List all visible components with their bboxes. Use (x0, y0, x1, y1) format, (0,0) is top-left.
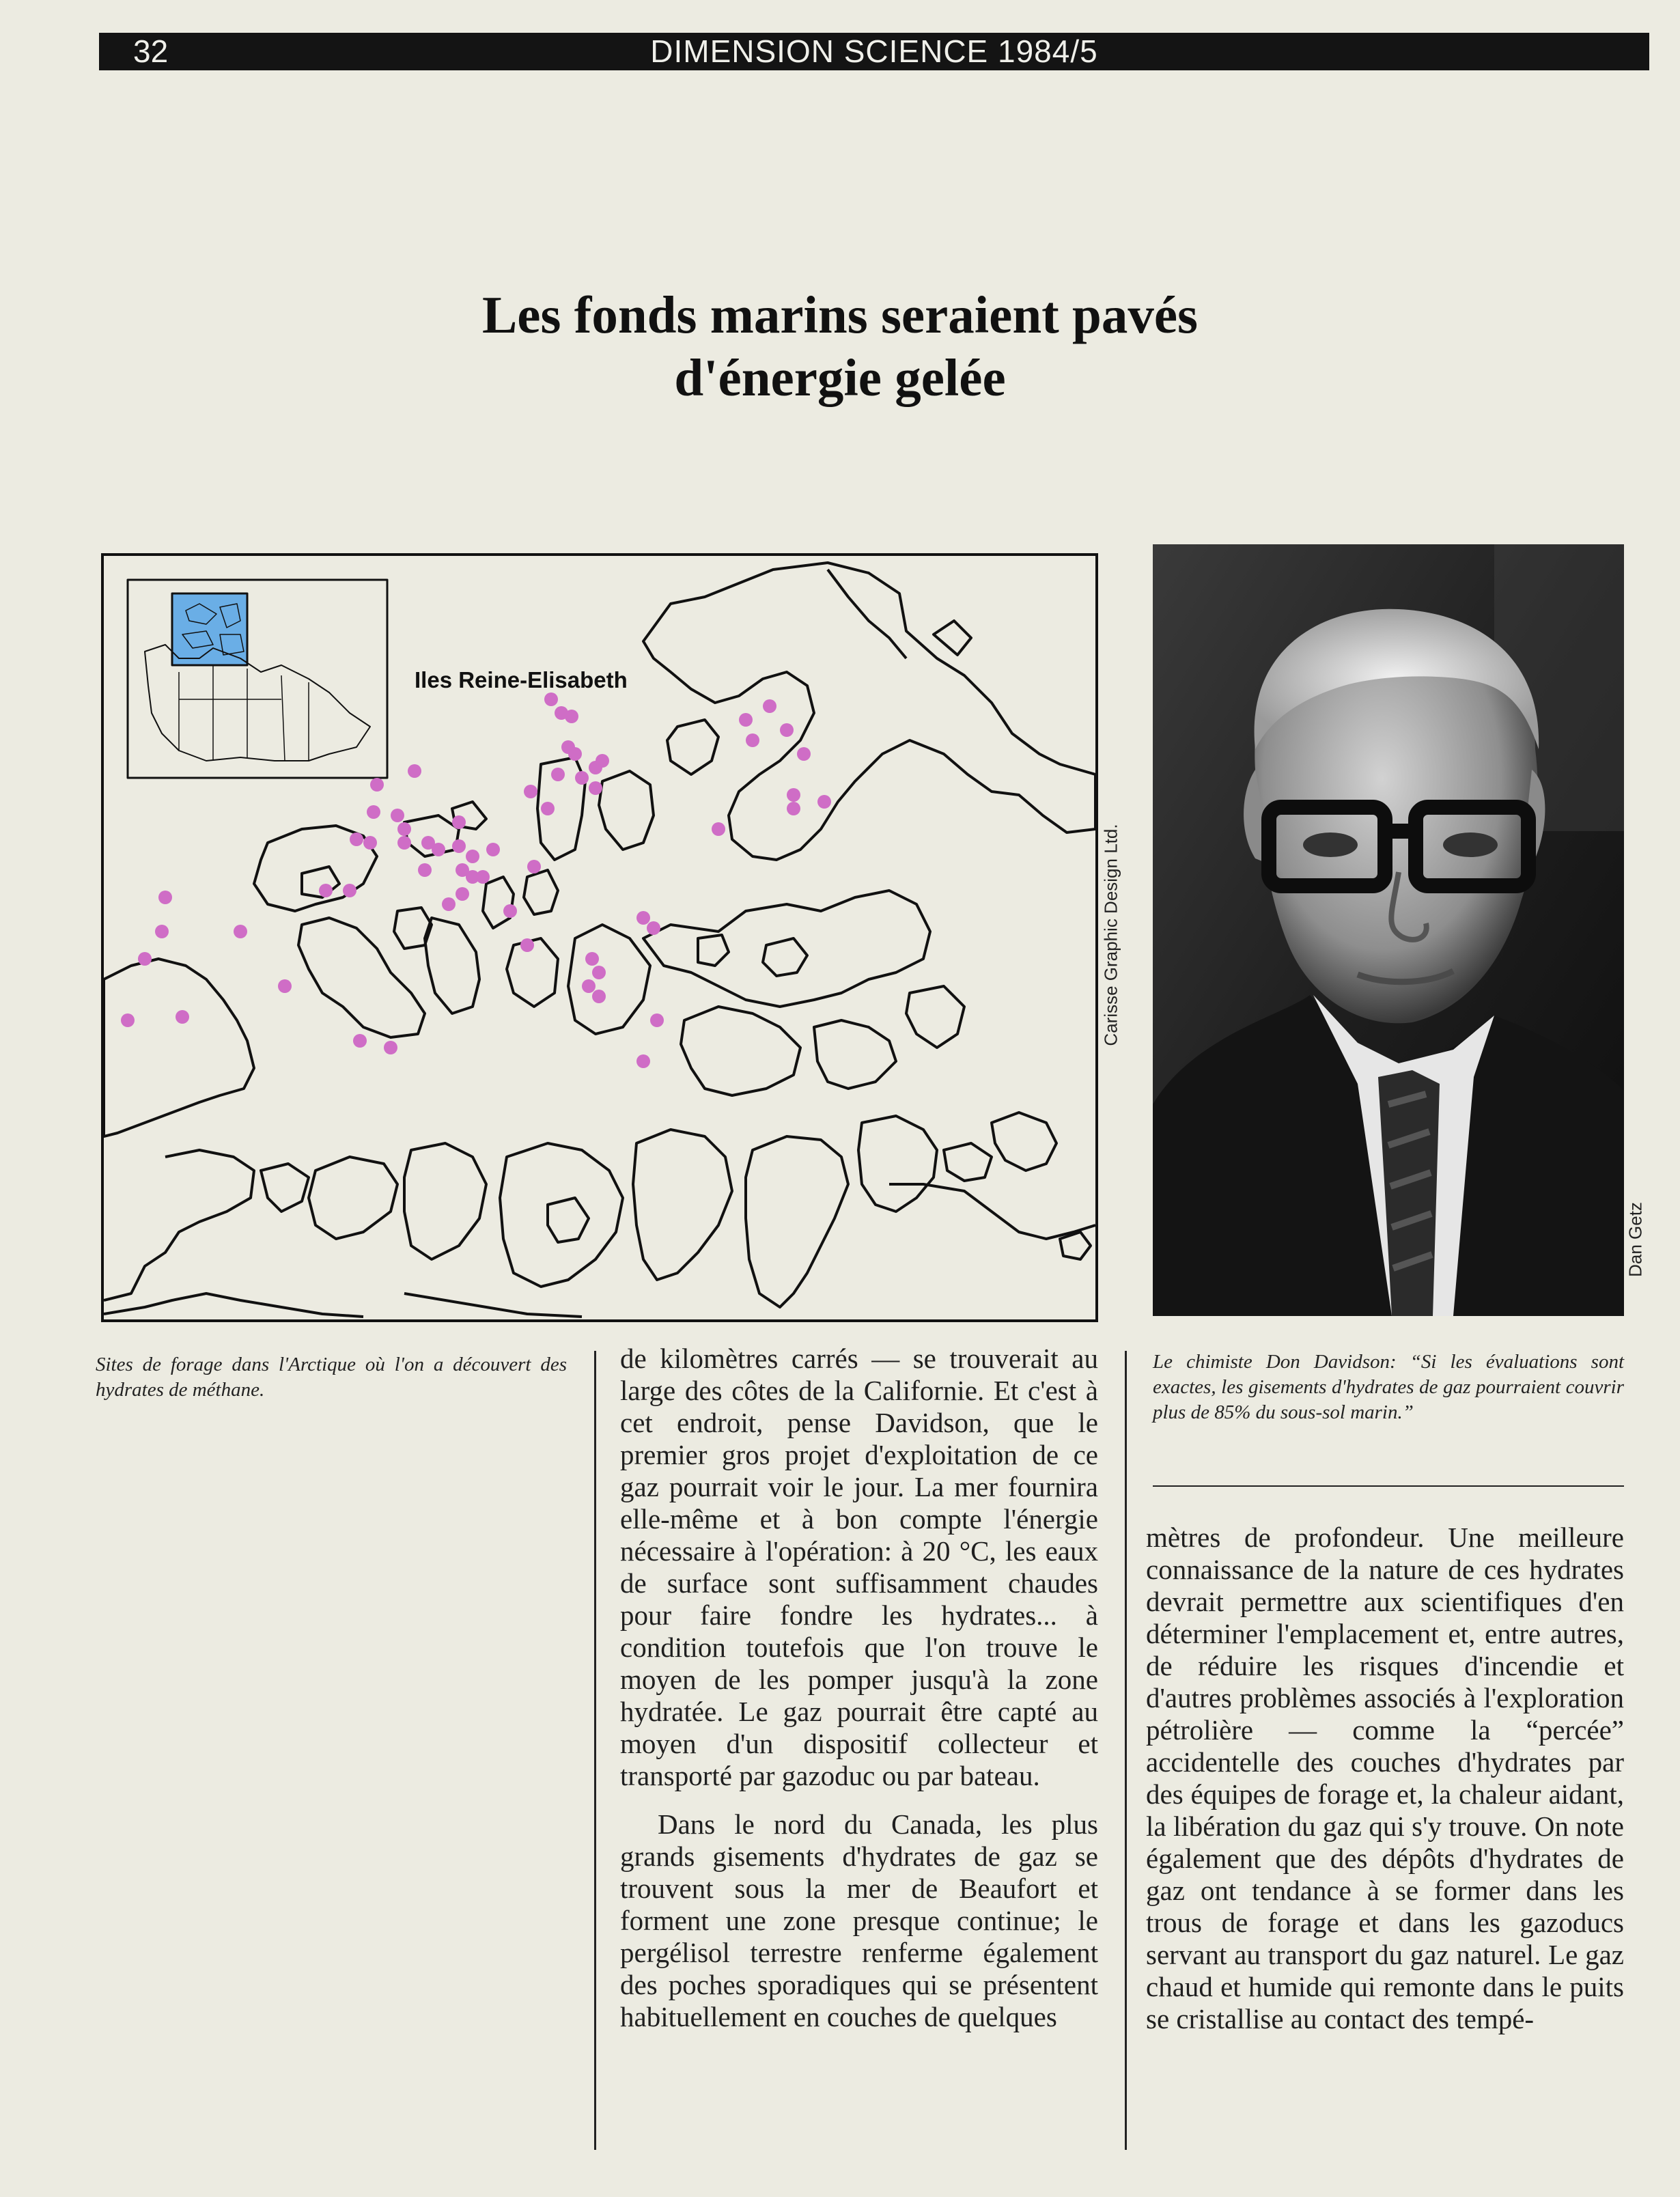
drilling-site-marker (466, 850, 479, 863)
drilling-site-marker (138, 952, 152, 966)
drilling-site-marker (527, 860, 541, 873)
drilling-site-marker (746, 733, 759, 747)
drilling-site-marker (520, 938, 534, 952)
body-paragraph: de kilomètres carrés — se trouverait au large des côtes de la Californie. Et c'est à cet endroit, pense Davidson, que le premier gros projet d'exploitation de ce gaz pourrait voir le jour. La mer fournira elle-même et à bon compte l'énergie nécessaire à l'opération: à 20 °C, les eaux de surface sont suffisamment chaudes pour faire fondre les hydrates... à condition toutefois que l'on trouve le moyen de les pomper jusqu'à la zone hydratée. Le gaz pourrait être capté au moyen d'un dispositif collecteur et transporté par gazoduc ou par bateau. (620, 1343, 1098, 1791)
body-column-right (1146, 1522, 1624, 2035)
drilling-site-marker (418, 863, 432, 877)
portrait-photo (1153, 544, 1624, 1316)
drilling-site-marker (787, 802, 800, 815)
drilling-site-marker (397, 822, 411, 836)
body-paragraph: Dans le nord du Canada, les plus grands gisements d'hydrates de gaz se trouvent sous la mer de Beaufort et forment une zone presque continue; le pergélisol terrestre renferme également des poches sporadiques qui se présentent habituellement en couches de quelques (620, 1808, 1098, 2032)
drilling-site-marker (456, 887, 469, 901)
page-number: 32 (133, 33, 169, 69)
drilling-site-marker (739, 713, 753, 727)
photo-caption: Le chimiste Don Davidson: “Si les évaluations sont exactes, les gisements d'hydrates de gaz pourraient couvrir plus de 85% du sous-sol marin.” (1153, 1351, 1624, 1423)
drilling-site-marker (585, 952, 599, 966)
drilling-site-marker (158, 891, 172, 904)
map-caption: Sites de forage dans l'Arctique où l'on a découvert des hydrates de méthane. (96, 1354, 567, 1401)
drilling-site-marker (442, 897, 456, 911)
map-credit-text: Carisse Graphic Design Ltd. (1100, 824, 1121, 1046)
drilling-site-marker (421, 836, 435, 850)
drilling-site-marker (592, 966, 606, 979)
drilling-site-marker (486, 843, 500, 856)
body-paragraph: mètres de profondeur. Une meilleure connaissance de la nature de ces hydrates devrait permettre aux scientifiques d'en déterminer l'emplacement et, entre autres, de réduire les risques d'incendie et d'autres problèmes associés à l'exploration pétrolière — comme la “percée” accidentelle des couches d'hydrates par des équipes de forage et, la chaleur aidant, la libération du gaz qui s'y trouve. On note également que des dépôts d'hydrates de gaz ont tendance à se former dans les trous de forage et dans les gazoducs servant au transport du gaz naturel. Le gaz chaud et humide qui remonte dans le puits se cristallise au contact des tempé- (1146, 1522, 1624, 2034)
drilling-site-marker (176, 1010, 189, 1024)
photo-credit (1624, 1161, 1647, 1318)
column-rule-left (594, 1351, 596, 2150)
drilling-site-marker (565, 710, 578, 723)
drilling-site-marker (367, 805, 380, 819)
drilling-site-marker (575, 771, 589, 785)
drilling-site-marker (278, 979, 292, 993)
inset-map-frame (128, 580, 387, 778)
running-header (99, 33, 1649, 70)
drilling-site-marker (408, 764, 421, 778)
drilling-site-marker (647, 921, 660, 935)
drilling-site-marker (391, 809, 404, 822)
drilling-site-marker (592, 990, 606, 1003)
drilling-site-marker (797, 747, 811, 761)
drilling-site-marker (319, 884, 333, 897)
body-column-middle (620, 1343, 1098, 2033)
drilling-site-marker (568, 747, 582, 761)
arctic-map (104, 556, 1095, 1319)
drilling-site-marker (596, 754, 609, 768)
drilling-site-marker (452, 839, 466, 853)
drilling-site-marker (541, 802, 555, 815)
arctic-map-figure (101, 553, 1098, 1322)
drilling-site-marker (452, 815, 466, 829)
article-headline (273, 283, 1407, 409)
drilling-site-marker (476, 870, 490, 884)
drilling-site-marker (155, 925, 169, 938)
drilling-site-marker (763, 699, 776, 713)
drilling-site-marker (636, 911, 650, 925)
headline-line-1: Les fonds marins seraient pavés (481, 285, 1199, 344)
drilling-site-marker (636, 1054, 650, 1068)
drilling-site-marker (234, 925, 247, 938)
drilling-site-marker (780, 723, 794, 737)
map-credit (1097, 553, 1125, 1317)
drilling-site-marker (551, 768, 565, 781)
map-region-label: Iles Reine-Elisabeth (415, 667, 628, 692)
drilling-site-marker (817, 795, 831, 809)
photo-caption-rule (1153, 1485, 1624, 1487)
photo-credit-text: Dan Getz (1625, 1202, 1646, 1277)
drilling-site-marker (353, 1034, 367, 1048)
column-rule-right (1125, 1351, 1127, 2150)
drilling-site-marker (589, 781, 602, 795)
publication-title: DIMENSION SCIENCE 1984/5 (650, 33, 1098, 69)
drilling-site-marker (544, 692, 558, 706)
drilling-site-marker (503, 904, 517, 918)
drilling-site-marker (397, 836, 411, 850)
drilling-site-marker (524, 785, 537, 798)
drilling-site-marker (350, 832, 363, 846)
drilling-site-marker (121, 1013, 135, 1027)
drilling-site-marker (384, 1041, 397, 1054)
drilling-site-marker (712, 822, 725, 836)
drilling-site-marker (650, 1013, 664, 1027)
drilling-site-marker (787, 788, 800, 802)
drilling-site-marker (363, 836, 377, 850)
portrait-illustration (1153, 544, 1624, 1316)
headline-line-2: d'énergie gelée (674, 348, 1006, 407)
drilling-site-marker (370, 778, 384, 792)
drilling-site-marker (582, 979, 596, 993)
drilling-site-marker (343, 884, 356, 897)
